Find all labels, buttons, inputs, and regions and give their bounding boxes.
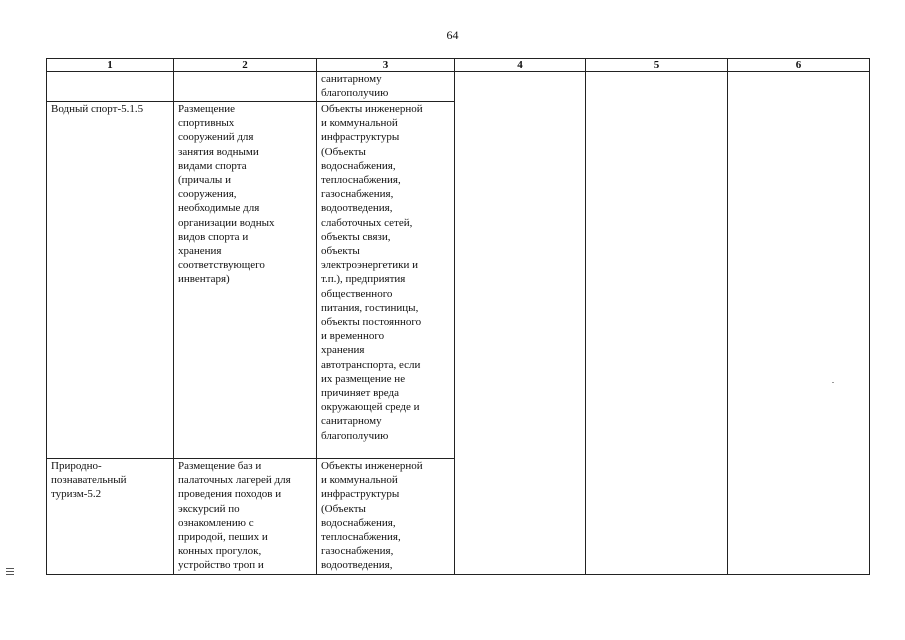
page-number: 64 <box>446 28 459 42</box>
cell-text: Водный спорт-5.1.5 <box>51 103 144 115</box>
header-col-3: 3 <box>317 59 455 72</box>
cell-description <box>174 72 317 102</box>
cell-auxiliary-uses <box>317 459 455 575</box>
cell-auxiliary-uses <box>317 102 455 459</box>
cell-col-6-empty <box>728 72 870 575</box>
cell-description <box>174 102 317 459</box>
cell-text: Размещение баз и палаточных лагерей для проведения походов и экскурсий по ознакомлению с природой, пеших и конных прогулок, устройство троп и <box>178 460 291 572</box>
cell-auxiliary-uses <box>317 72 455 102</box>
cell-text: санитарному благополучию <box>321 73 389 100</box>
header-col-5: 5 <box>586 59 728 72</box>
cell-text: Объекты инженерной и коммунальной инфраструктуры (Объекты водоснабжения, теплоснабжения, газоснабжения, водоотведения, <box>321 460 423 572</box>
header-col-1: 1 <box>47 59 174 72</box>
cell-col-5-empty <box>586 72 728 575</box>
header-col-6: 6 <box>728 59 870 72</box>
cell-use-type <box>47 459 174 575</box>
scan-speck <box>832 382 834 383</box>
cell-text: Размещение спортивных сооружений для занятия водными видами спорта (причалы и сооружения, необходимые для организации водных видов спорта и хранения соответствующего инвентаря) <box>178 103 275 286</box>
table-header-row <box>47 59 870 72</box>
header-col-2: 2 <box>174 59 317 72</box>
cell-text: Природно- познавательный туризм-5.2 <box>51 460 127 501</box>
cell-use-type <box>47 102 174 459</box>
margin-binding-mark <box>6 568 14 577</box>
document-table <box>46 58 870 575</box>
table-row <box>47 72 870 102</box>
cell-use-type <box>47 72 174 102</box>
header-col-4: 4 <box>455 59 586 72</box>
cell-col-4-empty <box>455 72 586 575</box>
cell-text: Объекты инженерной и коммунальной инфраструктуры (Объекты водоснабжения, теплоснабжения, газоснабжения, водоотведения, слаботочных сетей, объекты связи, объекты электроэнергетики и т.п.), предприятия общественного питания, гостиницы, объекты постоянного и временного хранения автотранспорта, если их размещение не причиняет вреда окружающей среде и санитарному благополучию <box>321 103 423 442</box>
cell-description <box>174 459 317 575</box>
